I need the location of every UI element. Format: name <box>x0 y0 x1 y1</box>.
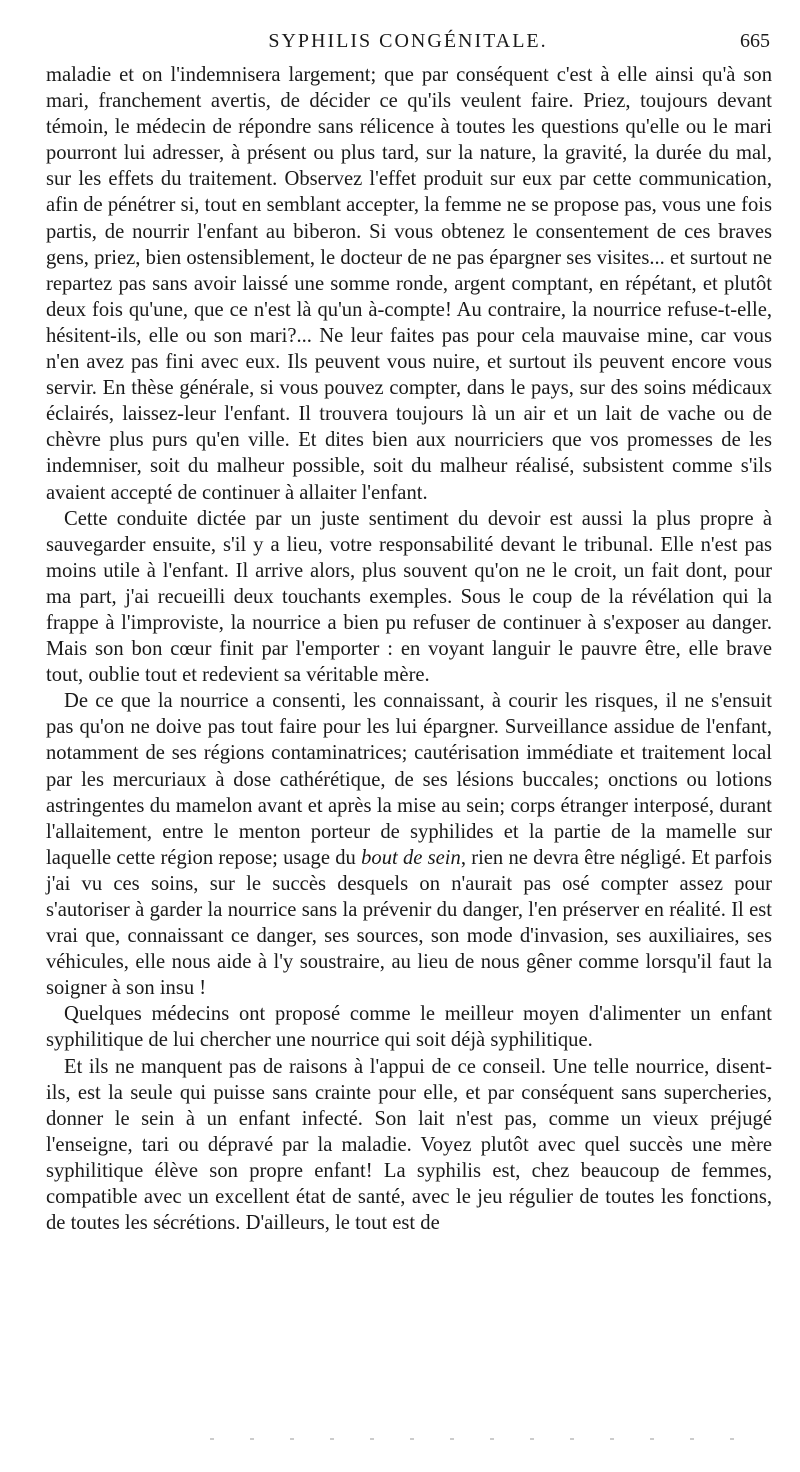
italic-term: bout de sein <box>361 846 461 869</box>
running-head <box>46 30 770 58</box>
paragraph-precautions-end: , rien ne devra être négligé. Et parfois j'ai vu ces soins, sur le succès desquels on n'aurait pas osé compter assez pour s'autoriser à garder la nourrice sans la prévenir du danger, l'en préserver en réalité. Il est vrai que, connaissant ce danger, ses sources, son mode d'invasion, ses auxiliaires, ses véhicules, elle nous aide à l'y soustraire, au lieu de nous gêner comme lorsqu'il faut la soigner à son insu ! <box>46 846 772 1000</box>
body-text <box>46 62 772 1236</box>
page-number: 665 <box>740 30 770 52</box>
paragraph-conduct: Cette conduite dictée par un juste sentiment du devoir est aussi la plus propre à sauvegarder ensuite, s'il y a lieu, votre responsabilité devant le tribunal. Elle n'est pas moins utile à l'enfant. Il arrive alors, plus souvent qu'on ne le croit, un fait dont, pour ma part, j'ai recueilli deux touchants exemples. Sous le coup de la révélation qui la frappe à l'improviste, la nourrice a bien pu refuser de continuer à s'exposer au danger. Mais son bon cœur finit par l'emporter : en voyant languir le pauvre être, elle brave tout, oublie tout et redevient sa véritable mère. <box>46 507 772 687</box>
scan-noise-line <box>210 1438 770 1440</box>
paragraph-proposal: Quelques médecins ont proposé comme le meilleur moyen d'alimenter un enfant syphilitique de lui chercher une nourrice qui soit déjà syphilitique. <box>46 1003 772 1052</box>
running-title: SYPHILIS CONGÉNITALE. <box>268 30 548 52</box>
paragraph-precautions <box>46 688 772 1001</box>
paragraph-precautions-start: De ce que la nourrice a consenti, les connaissant, à courir les risques, il ne s'ensuit pas qu'on ne doive pas tout faire pour les lui épargner. Surveillance assidue de l'enfant, notamment de ses régions contaminatrices; cautérisation immédiate et traitement local par les mercuriaux à dose cathérétique, de ses lésions buccales; onctions ou lotions astringentes du mamelon avant et après la mise au sein; corps étranger interposé, durant l'allaitement, entre le menton porteur de syphilides et la partie de la mamelle sur laquelle cette région repose; usage du <box>46 690 772 869</box>
paragraph-continuation: maladie et on l'indemnisera largement; que par conséquent c'est à elle ainsi qu'à son mari, franchement avertis, de décider ce qu'ils veulent faire. Priez, toujours devant témoin, le médecin de répondre sans rélicence à toutes les questions qu'elle ou le mari pourront lui adresser, à présent ou plus tard, sur la nature, la gravité, la durée du mal, sur les effets du traitement. Observez l'effet produit sur eux par cette communication, afin de pénétrer si, tout en semblant accepter, la femme ne se propose pas, vous une fois partis, de nourrir l'enfant au biberon. Si vous obtenez le consentement de ces braves gens, priez, bien ostensiblement, le docteur de ne pas épargner ses visites... et surtout ne repartez pas sans avoir laissé une somme ronde, argent comptant, en répétant, et plutôt deux fois qu'une, que ce n'est là qu'un à-compte! Au contraire, la nourrice refuse-t-elle, hésitent-ils, elle ou son mari?... Ne leur faites pas pour cela mauvaise mine, car vous n'en avez pas fini avec eux. Ils peuvent vous nuire, et surtout ils peuvent encore vous servir. En thèse générale, si vous pouvez compter, dans le pays, sur des soins médicaux éclairés, laissez-leur l'enfant. Il trouvera toujours là un air et un lait de vache ou de chèvre plus purs qu'en ville. Et dites bien aux nourriciers que vos promesses de les indemniser, soit du malheur possible, soit du malheur réalisé, subsistent comme s'ils avaient accepté de continuer à allaiter l'enfant. <box>46 64 772 504</box>
paragraph-reasons: Et ils ne manquent pas de raisons à l'appui de ce conseil. Une telle nourrice, disent-ils, est la seule qui puisse sans crainte pour elle, et par conséquent sans supercheries, donner le sein à un enfant infecté. Son lait n'est pas, comme un vieux préjugé l'enseigne, tari ou dépravé par la maladie. Voyez plutôt avec quel succès une mère syphilitique élève son propre enfant! La syphilis est, chez beaucoup de femmes, compatible avec un excellent état de santé, avec le jeu régulier de toutes les fonctions, de toutes les sécrétions. D'ailleurs, le tout est de <box>46 1055 772 1235</box>
